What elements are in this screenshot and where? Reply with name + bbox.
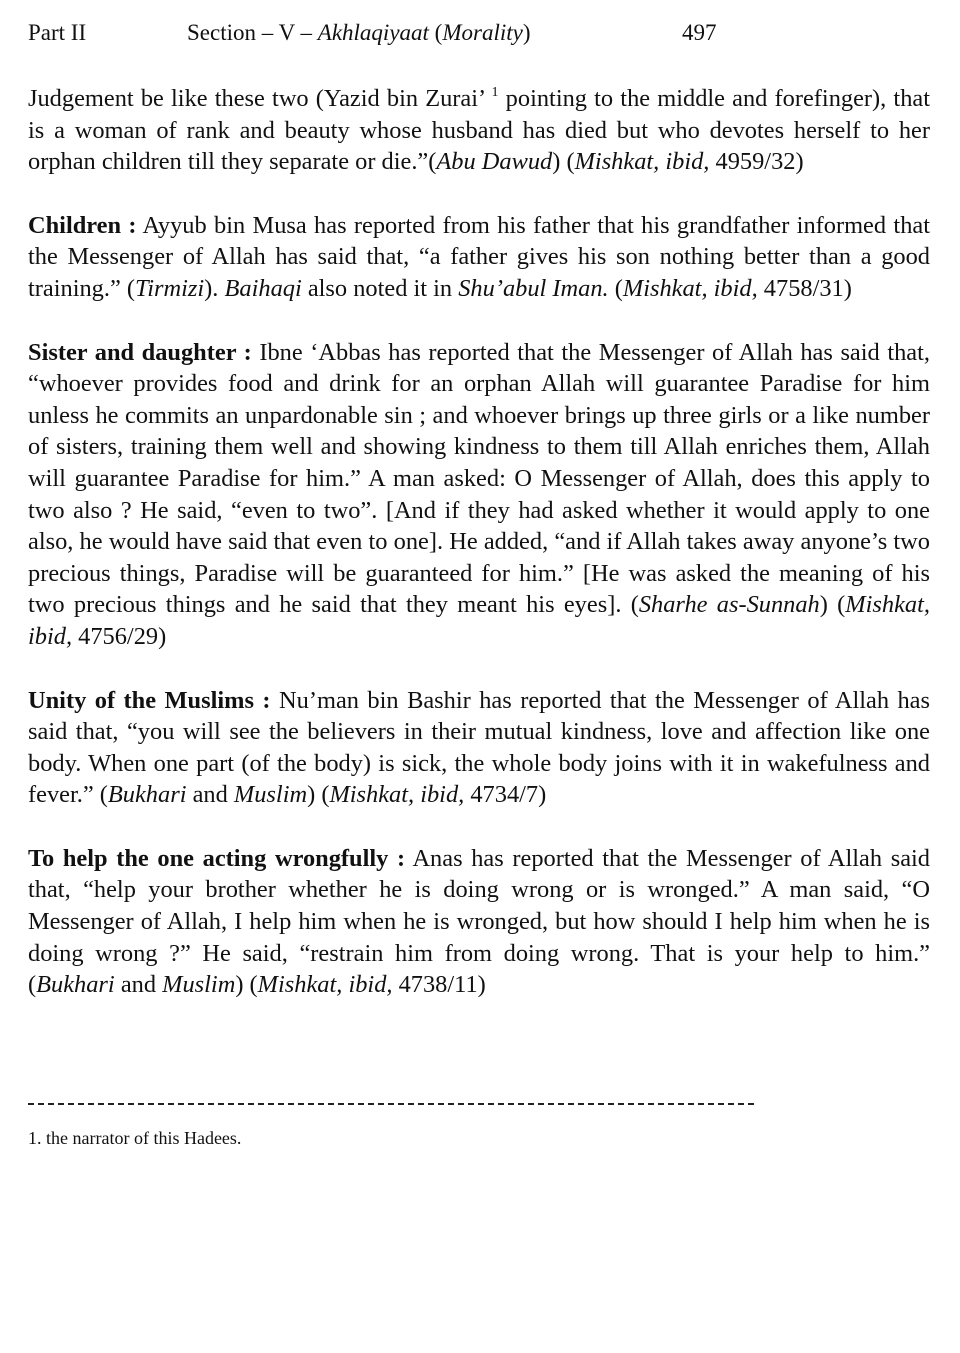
paragraph-judgement: Judgement be like these two (Yazid bin Zurai’ $^1$ pointing to the middle and forefinger), that is a woman of rank and beauty whose husband has died but who devotes herself to her orphan children till they separate or die.”(Abu Dawud) (Mishkat, ibid, 4959/32) <box>28 85 931 176</box>
page-header <box>28 20 928 54</box>
paragraph-children: Children : Ayyub bin Musa has reported from his father that his grandfather informed that the Messenger of Allah has said that, “a father gives his son nothing better than a good training.” (Tirmizi). Baihaqi also noted it in Shu’abul Iman. (Mishkat, ibid, 4758/31) <box>28 211 930 302</box>
paragraph-unity-muslims: Unity of the Muslims : Nu’man bin Bashir has reported that the Messenger of Allah has said that, “you will see the believers in their mutual kindness, love and affection like one body. When one part (of the body) is sick, the whole body joins with it in wakefulness and fever.” (Bukhari and Muslim) (Mishkat, ibid, 4734/7) <box>28 686 930 809</box>
page-number: 497 <box>682 20 717 45</box>
section-title: Section – V – Akhlaqiyaat (Morality) <box>187 20 531 45</box>
heading-unity-muslims: Unity of the Muslims : <box>28 686 271 714</box>
footnote-reference: 1 <box>491 85 499 100</box>
footnote <box>28 1128 241 1149</box>
heading-children: Children : <box>28 211 137 239</box>
paragraph-sister-daughter: Sister and daughter : Ibne ‘Abbas has reported that the Messenger of Allah has said that, “whoever provides food and drink for an orphan Allah will guarantee Paradise for him unless he commits an unpardonable sin ; and whoever brings up three girls or a like number of sisters, training them well and showing kindness to them till Allah enriches them, Allah will guarantee Paradise for him.” A man asked: O Messenger of Allah, does this apply to two also ? He said, “even to two”. [And if they had asked whether it would apply to one also, he would have said that even to one]. He added, “and if Allah takes away anyone’s two precious things, Paradise will be guaranteed for him.” [He was asked the meaning of his two precious things and he said that they meant his eyes]. (Sharhe as-Sunnah) (Mishkat, ibid, 4756/29) <box>28 338 930 650</box>
body-text <box>28 83 930 1001</box>
part-label: Part II <box>28 20 87 45</box>
heading-sister-daughter: Sister and daughter : <box>28 338 252 366</box>
footnote-divider <box>28 1103 754 1105</box>
paragraph-help-wrongful: To help the one acting wrongfully : Anas has reported that the Messenger of Allah said that, “help your brother whether he is doing wrong or is wronged.” A man said, “O Messenger of Allah, I help him when he is wronged, but how should I help him when he is doing wrong ?” He said, “restrain him from doing wrong. That is your help to him.” (Bukhari and Muslim) (Mishkat, ibid, 4738/11) <box>28 844 930 999</box>
heading-help-wrongful: To help the one acting wrongfully : <box>28 844 406 872</box>
footnote-marker: 1. <box>28 1128 42 1148</box>
footnote-text: the narrator of this Hadees. <box>41 1128 242 1148</box>
